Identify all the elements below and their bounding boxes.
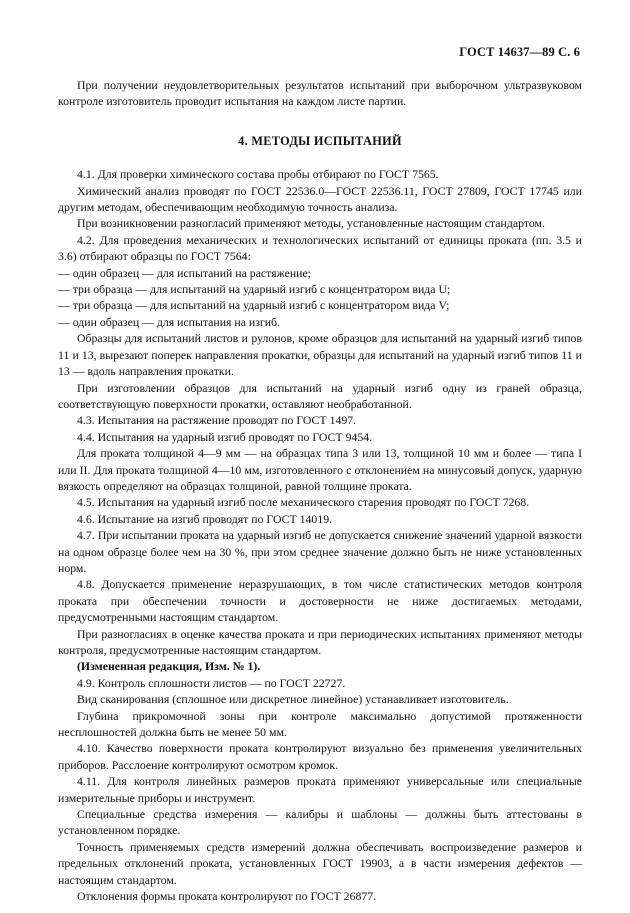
clause-4-8: 4.8. Допускается применение неразрушающих, в том числе статистических методов контроля проката при обеспечении точности и достоверности не ниже достигаемых методами, предусмотренными настоящим стандартом. xyxy=(58,577,582,625)
paragraph: Точность применяемых средств измерений должна обеспечивать воспроизведение размеров и предельных отклонений проката, установленных ГОСТ 19903, а в части измерения дефектов — настоящим стандартом. xyxy=(58,839,582,887)
paragraph: При возникновении разногласий применяют методы, установленные настоящим стандартом. xyxy=(77,216,545,231)
clause-4-3: 4.3. Испытания на растяжение проводят по ГОСТ 1497. xyxy=(77,413,357,428)
paragraph: При изготовлении образцов для испытаний на ударный изгиб одну из граней образца, соответствующую поверхности прокатки, оставляют необработанной. xyxy=(58,380,582,411)
clause-4-7: 4.7. При испытании проката на ударный изгиб не допускается снижение значений ударной вязкости на одном образце более чем на 30 %, при этом среднее значение должно быть не ниже установленных норм. xyxy=(58,528,582,575)
document-body xyxy=(58,77,582,905)
paragraph: Вид сканирования (сплошное или дискретное линейное) устанавливает изготовитель. xyxy=(77,692,509,707)
clause-4-2: 4.2. Для проведения механических и технологических испытаний от единицы проката (пп. 3.5 и 3.6) отбирают образцы по ГОСТ 7564: xyxy=(58,232,582,264)
paragraph: Специальные средства измерения — калибры и шаблоны — должны быть аттестованы в установленном порядке. xyxy=(58,807,582,838)
paragraph: Глубина прикромочной зоны при контроле максимально допустимой протяженности несплошностей должна быть не менее 50 мм. xyxy=(58,708,582,740)
list-item: — один образец — для испытаний на растяжение; xyxy=(58,265,311,280)
intro-paragraph: При получении неудовлетворительных результатов испытаний при выборочном ультразвуковом контроле изготовитель проводит испытания на каждом листе партии. xyxy=(58,78,582,109)
clause-4-4: 4.4. Испытания на ударный изгиб проводят по ГОСТ 9454. xyxy=(77,429,373,444)
list-item: — три образца — для испытаний на ударный изгиб с концентратором вида U; xyxy=(58,282,451,297)
list-item: — три образца — для испытаний на ударный изгиб с концентратором вида V; xyxy=(58,298,450,313)
paragraph: Образцы для испытаний листов и рулонов, кроме образцов для испытаний на ударный изгиб типов 11 и 13, вырезают поперек направления прокатки, образцы для испытаний на ударный изгиб типов 11 и 13 — вдоль направления прокатки. xyxy=(58,331,582,379)
amendment-note: (Измененная редакция, Изм. № 1). xyxy=(77,659,261,674)
section-title: 4. МЕТОДЫ ИСПЫТАНИЙ xyxy=(238,133,402,148)
clause-4-1: 4.1. Для проверки химического состава пробы отбирают по ГОСТ 7565. xyxy=(77,167,439,182)
clause-4-6: 4.6. Испытание на изгиб проводят по ГОСТ 14019. xyxy=(77,511,333,526)
clause-4-5: 4.5. Испытания на ударный изгиб после механического старения проводят по ГОСТ 7268. xyxy=(77,495,530,510)
list-item: — один образец — для испытания на изгиб. xyxy=(58,314,280,329)
clause-4-10: 4.10. Качество поверхности проката контролируют визуально без применения увеличительных приборов. Расслоение контролируют осмотром кромок. xyxy=(58,741,582,772)
paragraph: При разногласиях в оценке качества проката и при периодических испытаниях применяют методы контроля, предусмотренные настоящим стандартом. xyxy=(58,626,582,657)
page-header: ГОСТ 14637—89 С. 6 xyxy=(459,45,580,59)
paragraph: Химический анализ проводят по ГОСТ 22536.0—ГОСТ 22536.11, ГОСТ 27809, ГОСТ 17745 или другим методам, обеспечивающим необходимую точность анализа. xyxy=(58,183,582,215)
paragraph: Для проката толщиной 4—9 мм — на образцах типа 3 или 13, толщиной 10 мм и более — типа I или II. Для проката толщиной 4—10 мм, изготовленного с отклонением на минусовый допуск, ударную вязкость определяют на образцах толщиной, равной толщине проката. xyxy=(58,446,582,493)
clause-4-11: 4.11. Для контроля линейных размеров проката применяют универсальные или специальные измерительные приборы и инструмент. xyxy=(58,774,582,805)
clause-4-9: 4.9. Контроль сплошности листов — по ГОСТ 22727. xyxy=(77,675,346,690)
paragraph: Отклонения формы проката контролируют по ГОСТ 26877. xyxy=(77,889,377,904)
